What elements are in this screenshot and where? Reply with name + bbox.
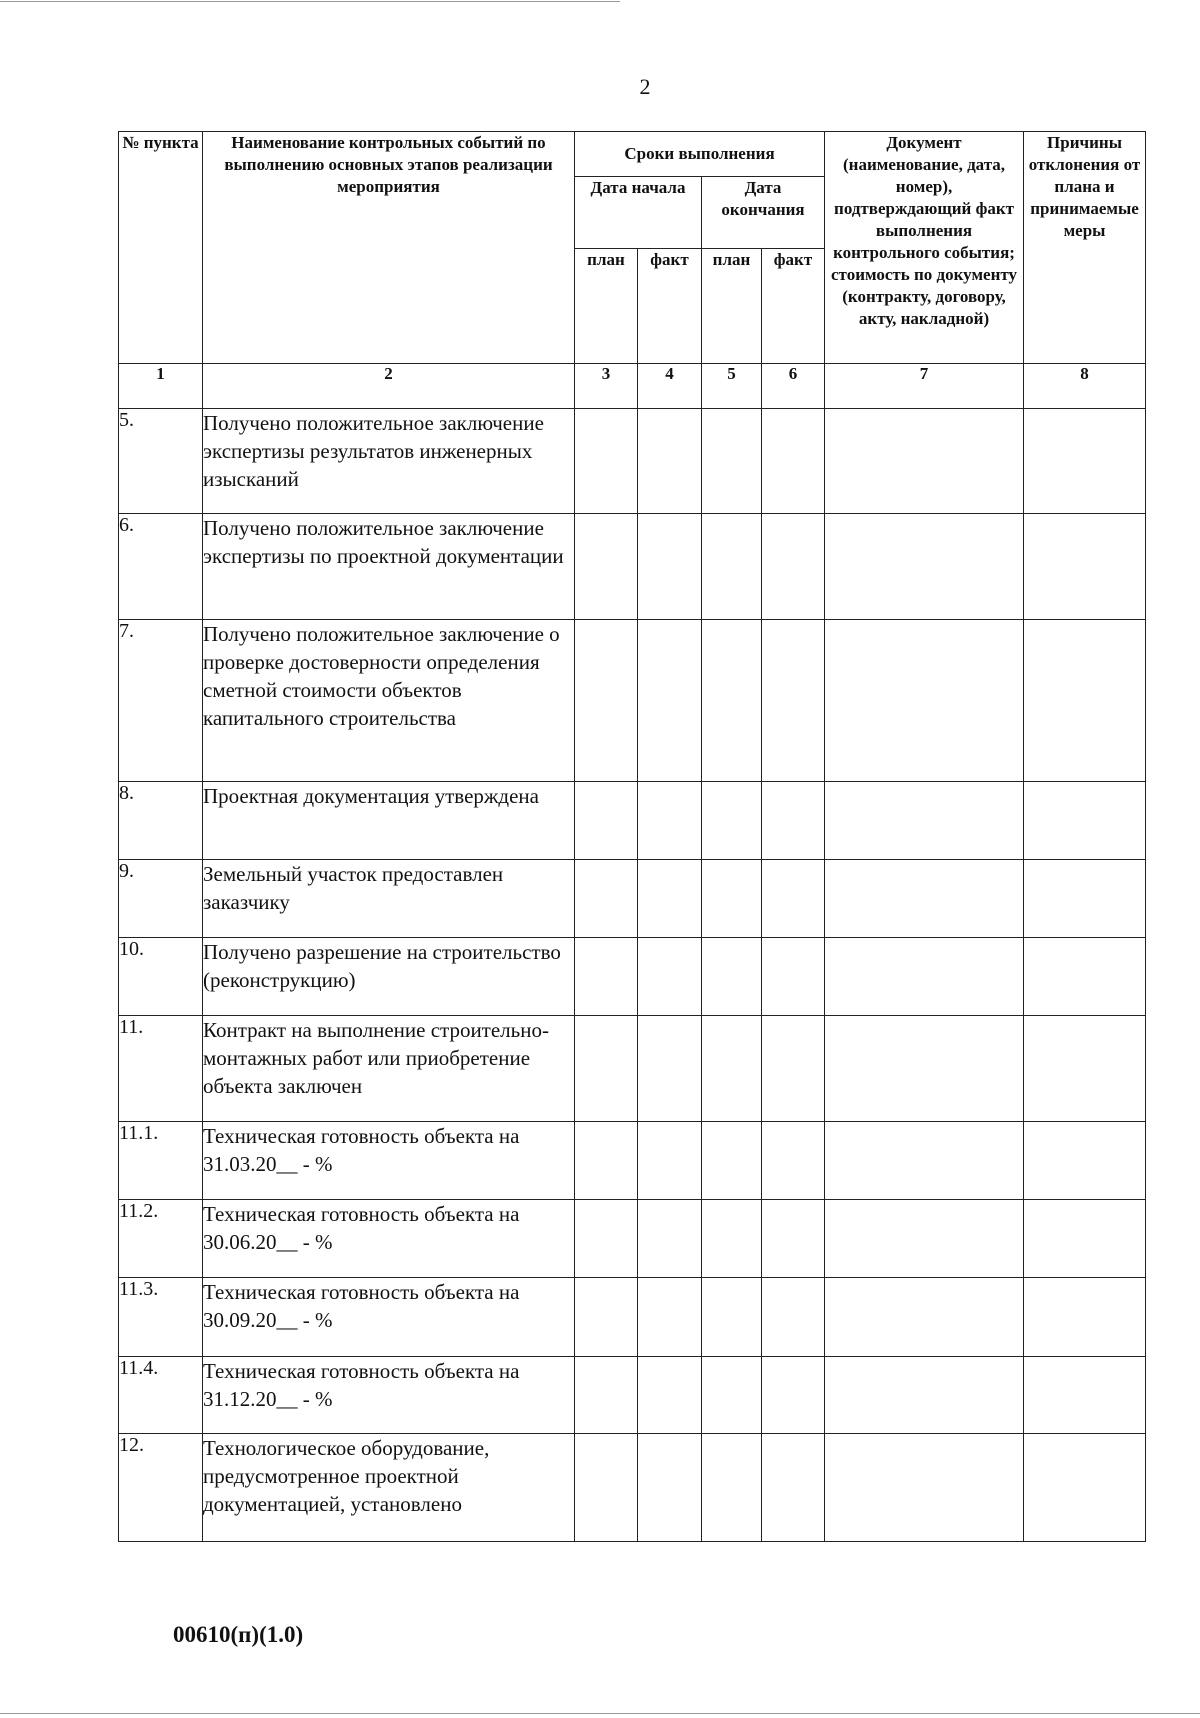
- row-number: 5.: [119, 409, 203, 514]
- header-event-name: Наименование контрольных событий по выполнению основных этапов реализации мероприятия: [203, 132, 575, 364]
- column-number: 7: [825, 364, 1024, 409]
- column-number: 5: [702, 364, 762, 409]
- column-number: 4: [638, 364, 702, 409]
- row-number: 7.: [119, 620, 203, 782]
- page-number: 2: [639, 74, 651, 99]
- row-number: 9.: [119, 860, 203, 938]
- table-row: [119, 620, 1146, 782]
- header-deadlines: Сроки выполнения: [575, 132, 825, 177]
- header-plan-end: план: [702, 249, 762, 364]
- row-number: 11.1.: [119, 1122, 203, 1200]
- row-event-name: Получено положительное заключение экспертизы по проектной документации: [203, 514, 575, 620]
- row-number: 11.: [119, 1016, 203, 1122]
- table-row: [119, 938, 1146, 1016]
- row-event-name: Получено положительное заключение о проверке достоверности определения сметной стоимости объектов капитального строительства: [203, 620, 575, 782]
- row-number: 11.3.: [119, 1278, 203, 1357]
- table-row: [119, 1200, 1146, 1278]
- row-event-name: Получено положительное заключение экспертизы результатов инженерных изысканий: [203, 409, 575, 514]
- row-number: 6.: [119, 514, 203, 620]
- row-number: 12.: [119, 1434, 203, 1542]
- header-plan-start: план: [575, 249, 638, 364]
- column-number: 2: [203, 364, 575, 409]
- table-row: [119, 1016, 1146, 1122]
- table-row: [119, 409, 1146, 514]
- table-row: [119, 1357, 1146, 1434]
- row-event-name: Получено разрешение на строительство (реконструкцию): [203, 938, 575, 1016]
- header-start-date: Дата начала: [575, 177, 702, 249]
- header-item-number: № пункта: [119, 132, 203, 364]
- row-number: 10.: [119, 938, 203, 1016]
- row-event-name: Проектная документация утверждена: [203, 782, 575, 860]
- column-number: 3: [575, 364, 638, 409]
- table-row: [119, 860, 1146, 938]
- table-row: [119, 1434, 1146, 1542]
- row-event-name: Земельный участок предоставлен заказчику: [203, 860, 575, 938]
- column-number: 6: [762, 364, 825, 409]
- column-number: 8: [1024, 364, 1146, 409]
- header-fact-start: факт: [638, 249, 702, 364]
- row-event-name: Техническая готовность объекта на 30.09.20__ - %: [203, 1278, 575, 1357]
- row-number: 11.4.: [119, 1357, 203, 1434]
- header-end-date: Дата окончания: [702, 177, 825, 249]
- row-number: 11.2.: [119, 1200, 203, 1278]
- column-number: 1: [119, 364, 203, 409]
- row-event-name: Техническая готовность объекта на 31.12.20__ - %: [203, 1357, 575, 1434]
- table-row: [119, 1278, 1146, 1357]
- header-fact-end: факт: [762, 249, 825, 364]
- row-event-name: Технологическое оборудование, предусмотренное проектной документацией, установлено: [203, 1434, 575, 1542]
- column-number-row: [119, 364, 1146, 409]
- row-event-name: Техническая готовность объекта на 30.06.20__ - %: [203, 1200, 575, 1278]
- row-number: 8.: [119, 782, 203, 860]
- scan-artifact-line: [0, 1, 620, 2]
- row-event-name: Техническая готовность объекта на 31.03.20__ - %: [203, 1122, 575, 1200]
- table-row: [119, 1122, 1146, 1200]
- table-row: [119, 514, 1146, 620]
- row-event-name: Контракт на выполнение строительно-монтажных работ или приобретение объекта заключен: [203, 1016, 575, 1122]
- scan-artifact-line: [0, 1713, 1200, 1714]
- header-document: Документ (наименование, дата, номер), подтверждающий факт выполнения контрольного события; стоимость по документу (контракту, договору, акту, накладной): [825, 132, 1024, 364]
- table-row: [119, 782, 1146, 860]
- control-events-table: [118, 131, 1146, 1542]
- header-reasons: Причины отклонения от плана и принимаемые меры: [1024, 132, 1146, 364]
- form-code: 00610(п)(1.0): [173, 1622, 304, 1647]
